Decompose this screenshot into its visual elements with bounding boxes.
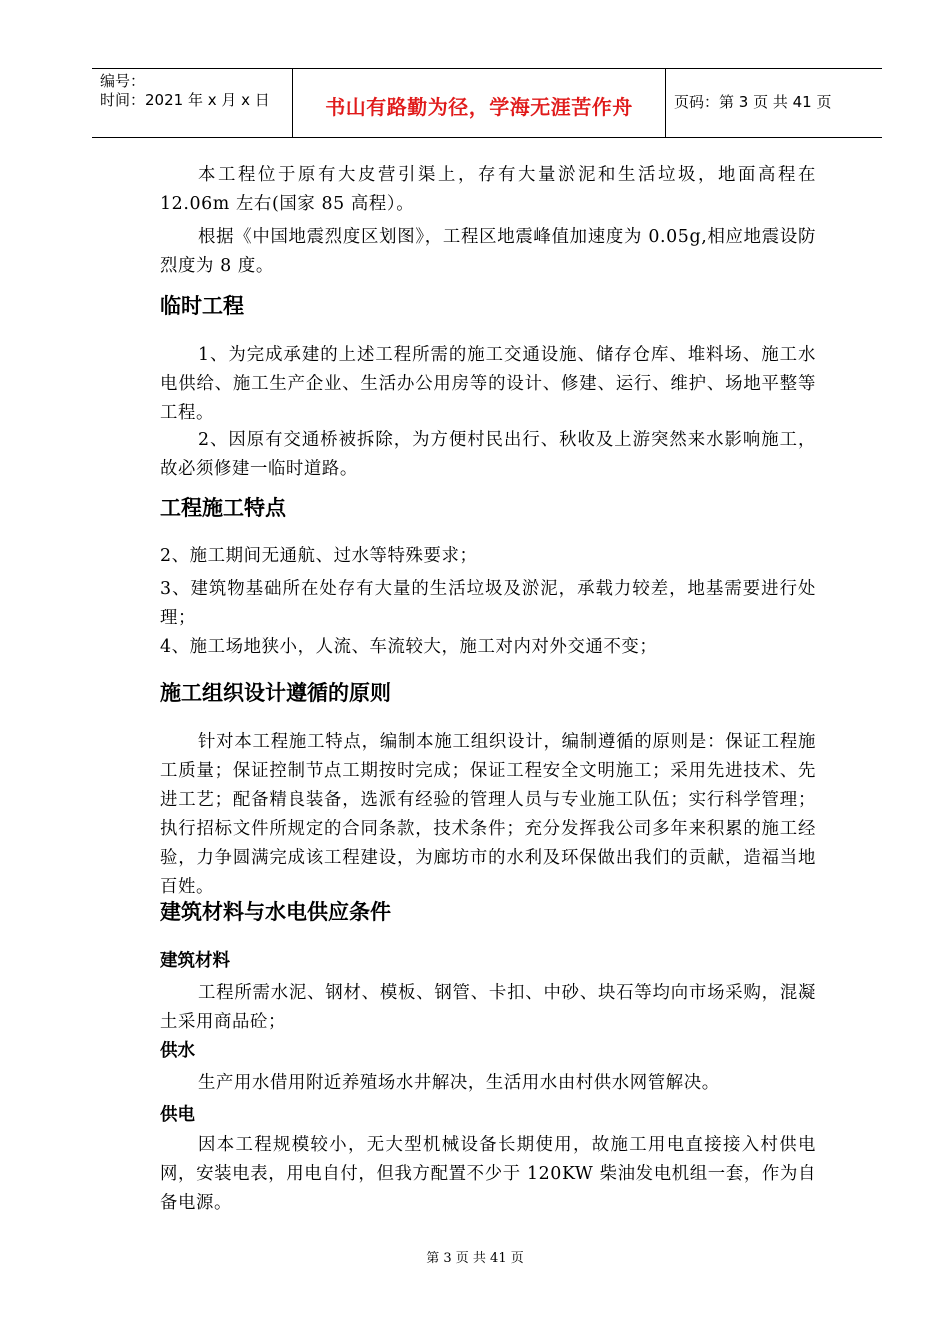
document-header: [92, 68, 882, 138]
paragraph-feature-4: 4、施工场地狭小，人流、车流较大，施工对内对外交通不变；: [160, 637, 658, 657]
subheading-power: 供电: [160, 1105, 195, 1125]
page-footer: 第 3 页 共 41 页: [426, 1251, 524, 1266]
paragraph-temp-2: 2、因原有交通桥被拆除，为方便村民出行、秋收及上游突然来水影响施工，故必须修建一临时道路。: [160, 430, 816, 479]
paragraph-water: 生产用水借用附近养殖场水井解决，生活用水由村供水网管解决。: [198, 1073, 720, 1093]
heading-materials-utilities: 建筑材料与水电供应条件: [160, 900, 391, 924]
header-center-cell: [293, 69, 666, 137]
subheading-water: 供水: [160, 1041, 195, 1061]
subheading-materials: 建筑材料: [160, 951, 230, 971]
header-right-cell: [666, 69, 882, 137]
time-label: 时间：2021 年 x 月 x 日: [100, 91, 270, 109]
paragraph-location: 本工程位于原有大皮营引渠上，存有大量淤泥和生活垃圾，地面高程在 12.06m 左右(国家 85 高程）。: [160, 165, 816, 214]
paragraph-materials: 工程所需水泥、钢材、模板、钢管、卡扣、中砂、块石等均向市场采购，混凝土采用商品砼；: [160, 983, 816, 1032]
heading-design-principles: 施工组织设计遵循的原则: [160, 681, 391, 705]
paragraph-seismic: 根据《中国地震烈度区划图》，工程区地震峰值加速度为 0.05g,相应地震设防烈度为 8 度。: [160, 227, 816, 276]
header-motto: 书山有路勤为径，学海无涯苦作舟: [325, 95, 633, 119]
paragraph-feature-2: 2、施工期间无通航、过水等特殊要求；: [160, 546, 478, 566]
paragraph-principles: 针对本工程施工特点，编制本施工组织设计，编制遵循的原则是：保证工程施工质量；保证控制节点工期按时完成；保证工程安全文明施工；采用先进技术、先进工艺；配备精良装备，选派有经验的管理人员与专业施工队伍；实行科学管理；执行招标文件所规定的合同条款，技术条件；充分发挥我公司多年来积累的施工经验，力争圆满完成该工程建设，为廊坊市的水利及环保做出我们的贡献，造福当地百姓。: [160, 732, 816, 897]
header-left-cell: [92, 69, 293, 137]
paragraph-feature-3: 3、建筑物基础所在处存有大量的生活垃圾及淤泥，承载力较差，地基需要进行处理；: [160, 579, 816, 628]
paragraph-temp-1: 1、为完成承建的上述工程所需的施工交通设施、储存仓库、堆料场、施工水电供给、施工生产企业、生活办公用房等的设计、修建、运行、维护、场地平整等工程。: [160, 345, 816, 423]
page-label: 页码：第 3 页 共 41 页: [674, 93, 832, 111]
paragraph-power: 因本工程规模较小，无大型机械设备长期使用，故施工用电直接接入村供电网，安装电表，用电自付，但我方配置不少于 120KW 柴油发电机组一套，作为自备电源。: [160, 1135, 816, 1213]
heading-temporary-works: 临时工程: [160, 294, 244, 318]
heading-construction-features: 工程施工特点: [160, 496, 286, 520]
number-label: 编号：: [100, 72, 146, 90]
